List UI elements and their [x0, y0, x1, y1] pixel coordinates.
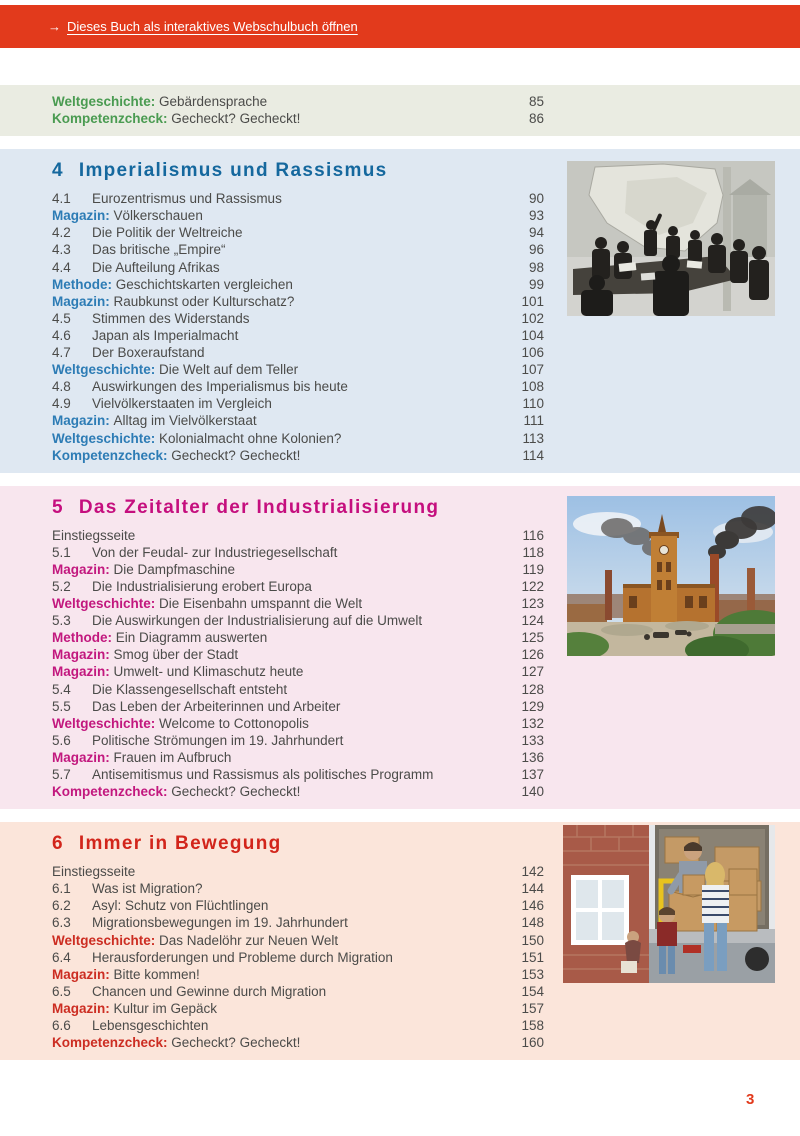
toc-entry[interactable]	[52, 646, 544, 663]
toc-entry-number: 4.1	[52, 191, 71, 207]
toc-entry-number: 4.3	[52, 242, 71, 258]
section-chapter-6-title	[52, 833, 544, 855]
toc-entry-text: Bitte kommen!	[113, 966, 200, 982]
section-chapter-5-title	[52, 497, 544, 519]
toc-entry-title	[52, 378, 500, 395]
toc-entry-page: 90	[528, 191, 544, 207]
chapter-number: 6	[52, 833, 64, 855]
toc-entry-title	[52, 646, 500, 663]
toc-entry-text: Frauen im Aufbruch	[113, 749, 232, 765]
toc-entry-text: Raubkunst oder Kulturschatz?	[113, 293, 295, 309]
toc-entry-page: 137	[521, 767, 544, 782]
toc-entry[interactable]	[52, 880, 544, 897]
toc-entry-number: 6.1	[52, 881, 71, 897]
toc-entry[interactable]	[52, 663, 544, 680]
toc-entry-title	[52, 412, 500, 429]
toc-entry-title	[52, 447, 500, 464]
toc-sections	[0, 85, 800, 1060]
toc-entry-number: 6.6	[52, 1018, 71, 1034]
toc-entry-category-label: Magazin:	[52, 413, 114, 429]
toc-entry-text: Völkerschauen	[113, 208, 203, 224]
toc-entry-title	[52, 395, 500, 412]
toc-entry-page: 99	[528, 276, 544, 292]
toc-entry-number: 5.1	[52, 544, 71, 560]
toc-entry-text: Die Aufteilung Afrikas	[92, 259, 220, 275]
toc-entry-category-label: Weltgeschichte:	[52, 596, 160, 612]
toc-entry[interactable]	[52, 241, 544, 258]
toc-entry-title	[52, 344, 500, 361]
toc-entry-text: Die Politik der Weltreiche	[92, 225, 243, 241]
toc-entry-title	[52, 310, 500, 327]
toc-entry-category-label: Weltgeschichte:	[52, 362, 160, 378]
toc-entry-title	[52, 897, 500, 914]
toc-entry-text: Migrationsbewegungen im 19. Jahrhundert	[92, 915, 348, 931]
toc-entry-page: 102	[521, 310, 544, 326]
section-chapter-4-title	[52, 160, 544, 182]
toc-entry-text: Geschichtskarten vergleichen	[115, 276, 293, 292]
toc-entry-title	[52, 863, 500, 880]
toc-entry-text: Gecheckt? Gecheckt!	[171, 111, 301, 127]
toc-entry-page: 111	[523, 413, 544, 429]
toc-entry[interactable]	[52, 749, 544, 766]
toc-entry[interactable]	[52, 1034, 544, 1051]
section-chapter-6	[0, 822, 800, 1060]
toc-entry-title	[52, 715, 500, 732]
toc-entry-text: Die Klassengesellschaft entsteht	[92, 681, 288, 697]
toc-entry-title	[52, 949, 500, 966]
toc-entry-category-label: Magazin:	[52, 664, 114, 680]
toc-entry-title	[52, 110, 500, 127]
toc-entry-number: 6.3	[52, 915, 71, 931]
toc-entry-title	[52, 966, 500, 983]
toc-entry-page: 151	[521, 949, 544, 965]
toc-entry[interactable]	[52, 1000, 544, 1017]
toc-entry-text: Gebärdensprache	[159, 94, 268, 109]
toc-entry[interactable]	[52, 595, 544, 612]
toc-entry-title	[52, 241, 500, 258]
toc-entry-category-label: Methode:	[52, 276, 116, 292]
toc-entry-category-label: Weltgeschichte:	[52, 932, 160, 948]
toc-entry-number: 6.4	[52, 949, 71, 965]
toc-entry-page: 98	[528, 259, 544, 275]
toc-entry[interactable]	[52, 430, 544, 447]
toc-entry-title	[52, 595, 500, 612]
toc-entry-page: 113	[522, 430, 544, 446]
toc-entry-text: Smog über der Stadt	[113, 647, 239, 663]
toc-entry-category-label: Kompetenzcheck:	[52, 447, 172, 463]
toc-entry[interactable]	[52, 932, 544, 949]
toc-entry-page: 148	[521, 915, 544, 931]
toc-entry-text: Die Auswirkungen der Industrialisierung auf die Umwelt	[92, 613, 423, 629]
toc-entry[interactable]	[52, 293, 544, 310]
toc-entry-page: 128	[521, 681, 544, 697]
toc-entry-text: Auswirkungen des Imperialismus bis heute	[92, 379, 348, 395]
toc-entry-list	[52, 863, 544, 1051]
toc-entry-title	[52, 207, 500, 224]
toc-entry-page: 146	[521, 898, 544, 914]
toc-entry-title	[52, 259, 500, 276]
toc-entry-page: 126	[521, 647, 544, 663]
toc-entry-title	[52, 190, 500, 207]
toc-entry-text: Die Industrialisierung erobert Europa	[92, 578, 312, 594]
toc-entry-page: 144	[521, 881, 544, 897]
toc-entry-category-label: Magazin:	[52, 966, 114, 982]
arrow-right-icon: →	[48, 19, 61, 34]
toc-entry-number: 4.5	[52, 310, 71, 326]
toc-entry-page: 122	[521, 578, 544, 594]
chapter-number: 4	[52, 160, 64, 182]
toc-entry-number: 5.3	[52, 613, 71, 629]
toc-entry[interactable]	[52, 732, 544, 749]
toc-entry-title	[52, 732, 500, 749]
toc-entry[interactable]	[52, 327, 544, 344]
toc-entry-title	[52, 527, 500, 544]
toc-entry-text: Asyl: Schutz von Flüchtlingen	[92, 898, 269, 914]
toc-entry-text: Kultur im Gepäck	[113, 1000, 218, 1016]
toc-entry-number: 5.6	[52, 732, 71, 748]
toc-entry[interactable]	[52, 93, 544, 110]
industrial-factory-painting-image	[567, 496, 775, 656]
toc-entry-page: 160	[521, 1035, 544, 1051]
berlin-conference-engraving-image	[567, 161, 775, 316]
toc-entry[interactable]	[52, 578, 544, 595]
toc-entry-title	[52, 327, 500, 344]
toc-entry-number: 4.4	[52, 259, 71, 275]
webschulbuch-link-label: Dieses Buch als interaktives Webschulbuch öffnen	[67, 19, 358, 34]
toc-entry-title	[52, 544, 500, 561]
toc-entry[interactable]	[52, 766, 544, 783]
toc-entry-page: 153	[521, 966, 544, 982]
toc-entry-category-label: Kompetenzcheck:	[52, 784, 172, 800]
toc-entry-text: Stimmen des Widerstands	[92, 310, 250, 326]
section-chapter-4	[0, 149, 800, 473]
toc-entry-title	[52, 612, 500, 629]
toc-entry-text: Antisemitismus und Rassismus als politisches Programm	[92, 767, 434, 782]
toc-entry-title	[52, 681, 500, 698]
toc-entry[interactable]	[52, 949, 544, 966]
toc-entry-category-label: Magazin:	[52, 1000, 114, 1016]
toc-entry-title	[52, 880, 500, 897]
toc-entry[interactable]	[52, 783, 544, 800]
toc-entry-text: Japan als Imperialmacht	[92, 327, 239, 343]
toc-entry-page: 118	[522, 544, 544, 560]
toc-entry-title	[52, 698, 500, 715]
chapter-title-text: Immer in Bewegung	[78, 833, 282, 855]
toc-entry-text: Vielvölkerstaaten im Vergleich	[92, 396, 272, 412]
toc-entry-category-label: Magazin:	[52, 647, 114, 663]
toc-entry-text: Das Nadelöhr zur Neuen Welt	[159, 932, 339, 948]
toc-entry[interactable]	[52, 310, 544, 327]
toc-entry-text: Das britische „Empire“	[92, 242, 226, 258]
toc-entry-page: 101	[521, 293, 544, 309]
toc-entry-page: 96	[528, 242, 544, 258]
toc-entry-text: Herausforderungen und Probleme durch Migration	[92, 949, 393, 965]
toc-entry-title	[52, 361, 500, 378]
toc-entry-page: 85	[528, 94, 544, 109]
toc-entry-page: 124	[521, 613, 544, 629]
toc-entry-title	[52, 578, 500, 595]
toc-entry-page: 133	[521, 732, 544, 748]
toc-entry[interactable]	[52, 259, 544, 276]
toc-entry-category-label: Kompetenzcheck:	[52, 1035, 172, 1051]
toc-entry-text: Kolonialmacht ohne Kolonien?	[159, 430, 342, 446]
section-intro-rest	[0, 85, 800, 136]
toc-entry[interactable]	[52, 110, 544, 127]
toc-entry-text: Die Eisenbahn umspannt die Welt	[159, 596, 363, 612]
toc-entry-number: 4.2	[52, 225, 71, 241]
toc-entry-text: Der Boxeraufstand	[92, 345, 205, 361]
toc-entry-number: 4.7	[52, 345, 71, 361]
toc-entry-title	[52, 561, 500, 578]
toc-entry-page: 140	[521, 784, 544, 800]
toc-entry-text: Gecheckt? Gecheckt!	[171, 1035, 301, 1051]
toc-entry-text: Politische Strömungen im 19. Jahrhundert	[92, 732, 344, 748]
toc-entry-page: 116	[522, 527, 544, 543]
toc-entry-page: 129	[521, 698, 544, 714]
toc-entry[interactable]	[52, 629, 544, 646]
toc-entry[interactable]	[52, 344, 544, 361]
toc-entry-text: Was ist Migration?	[92, 881, 203, 897]
toc-entry-title	[52, 276, 500, 293]
toc-entry-number: 4.9	[52, 396, 71, 412]
top-banner	[0, 5, 800, 48]
toc-entry-number: 5.4	[52, 681, 71, 697]
toc-entry-page: 127	[521, 664, 544, 680]
toc-entry[interactable]	[52, 612, 544, 629]
toc-entry[interactable]	[52, 863, 544, 880]
toc-entry[interactable]	[52, 544, 544, 561]
toc-entry-page: 86	[528, 111, 544, 127]
toc-entry[interactable]	[52, 966, 544, 983]
toc-entry-text: Eurozentrismus und Rassismus	[92, 191, 282, 207]
toc-entry-category-label: Kompetenzcheck:	[52, 111, 172, 127]
toc-entry-number: 6.2	[52, 898, 71, 914]
toc-entry-page: 119	[522, 561, 544, 577]
toc-entry-text: Welcome to Cottonopolis	[159, 715, 309, 731]
toc-entry[interactable]	[52, 698, 544, 715]
toc-entry[interactable]	[52, 561, 544, 578]
chapter-title-text: Imperialismus und Rassismus	[78, 160, 388, 182]
toc-entry-text: Umwelt- und Klimaschutz heute	[113, 664, 304, 680]
toc-entry-text: Alltag im Vielvölkerstaat	[113, 413, 257, 429]
toc-entry-title	[52, 932, 500, 949]
toc-entry[interactable]	[52, 361, 544, 378]
toc-entry-text: Die Welt auf dem Teller	[159, 362, 299, 378]
toc-entry-page: 110	[522, 396, 544, 412]
toc-entry-page: 154	[521, 983, 544, 999]
toc-entry[interactable]	[52, 378, 544, 395]
toc-entry-number: 5.5	[52, 698, 71, 714]
toc-entry-category-label: Magazin:	[52, 561, 114, 577]
toc-entry-category-label: Magazin:	[52, 208, 114, 224]
toc-entry-page: 108	[521, 379, 544, 395]
toc-entry-list	[52, 527, 544, 801]
toc-entry-page: 123	[521, 596, 544, 612]
toc-entry-number: 4.8	[52, 379, 71, 395]
toc-entry-text: Die Dampfmaschine	[113, 561, 236, 577]
toc-entry-text: Einstiegsseite	[52, 864, 136, 880]
toc-entry[interactable]	[52, 897, 544, 914]
toc-entry-title	[52, 663, 500, 680]
family-moving-truck-photo-image	[563, 825, 775, 983]
chapter-title-text: Das Zeitalter der Industrialisierung	[78, 496, 440, 518]
toc-entry-text: Ein Diagramm auswerten	[115, 630, 268, 646]
toc-entry-title	[52, 983, 500, 1000]
toc-entry-page: 114	[522, 447, 544, 463]
toc-entry-page: 150	[521, 932, 544, 948]
toc-entry-text: Chancen und Gewinne durch Migration	[92, 983, 327, 999]
toc-entry-page: 132	[521, 715, 544, 731]
toc-entry-text: Von der Feudal- zur Industriegesellschaft	[92, 544, 338, 560]
toc-entry-title	[52, 224, 500, 241]
toc-entry-page: 136	[521, 749, 544, 765]
toc-entry-title	[52, 1000, 500, 1017]
toc-entry[interactable]	[52, 412, 544, 429]
toc-entry-number: 5.2	[52, 578, 71, 594]
toc-entry[interactable]	[52, 395, 544, 412]
toc-entry-title	[52, 430, 500, 447]
toc-entry-category-label: Weltgeschichte:	[52, 430, 160, 446]
toc-entry-title	[52, 1017, 500, 1034]
toc-entry[interactable]	[52, 983, 544, 1000]
toc-entry-title	[52, 766, 500, 783]
chapter-number: 5	[52, 496, 64, 518]
toc-entry-text: Lebensgeschichten	[92, 1018, 209, 1034]
toc-entry[interactable]	[52, 914, 544, 931]
toc-entry-text: Gecheckt? Gecheckt!	[171, 784, 301, 800]
toc-entry[interactable]	[52, 1017, 544, 1034]
toc-entry-category-label: Magazin:	[52, 293, 114, 309]
toc-entry-title	[52, 783, 500, 800]
toc-entry-title	[52, 293, 500, 310]
toc-entry-page: 142	[521, 864, 544, 880]
toc-entry-title	[52, 749, 500, 766]
toc-entry-title	[52, 914, 500, 931]
toc-entry-page: 94	[528, 225, 544, 241]
toc-entry-title	[52, 93, 500, 110]
toc-entry-title	[52, 629, 500, 646]
toc-entry[interactable]	[52, 276, 544, 293]
toc-entry[interactable]	[52, 207, 544, 224]
toc-entry-page: 157	[521, 1000, 544, 1016]
toc-entry-text: Das Leben der Arbeiterinnen und Arbeiter	[92, 698, 341, 714]
toc-entry-page: 104	[521, 327, 544, 343]
toc-entry-list	[52, 93, 544, 127]
toc-entry-number: 6.5	[52, 983, 71, 999]
toc-entry-number: 4.6	[52, 327, 71, 343]
toc-entry[interactable]	[52, 527, 544, 544]
toc-entry-page: 106	[521, 345, 544, 361]
toc-entry-title	[52, 1034, 500, 1051]
toc-entry-page: 158	[521, 1018, 544, 1034]
page-number: 3	[746, 1091, 755, 1108]
toc-entry-category-label: Weltgeschichte:	[52, 94, 160, 109]
toc-entry[interactable]	[52, 190, 544, 207]
toc-entry-text: Einstiegsseite	[52, 527, 136, 543]
webschulbuch-link[interactable]	[48, 19, 358, 34]
toc-entry-number: 5.7	[52, 767, 71, 782]
section-chapter-5	[0, 486, 800, 810]
toc-entry-page: 93	[528, 208, 544, 224]
toc-entry-category-label: Weltgeschichte:	[52, 715, 160, 731]
toc-entry-category-label: Methode:	[52, 630, 116, 646]
toc-entry-page: 107	[521, 362, 544, 378]
toc-entry-category-label: Magazin:	[52, 749, 114, 765]
toc-entry[interactable]	[52, 224, 544, 241]
toc-entry[interactable]	[52, 681, 544, 698]
toc-entry[interactable]	[52, 447, 544, 464]
toc-entry[interactable]	[52, 715, 544, 732]
toc-entry-list	[52, 190, 544, 464]
toc-entry-page: 125	[521, 630, 544, 646]
toc-entry-text: Gecheckt? Gecheckt!	[171, 447, 301, 463]
